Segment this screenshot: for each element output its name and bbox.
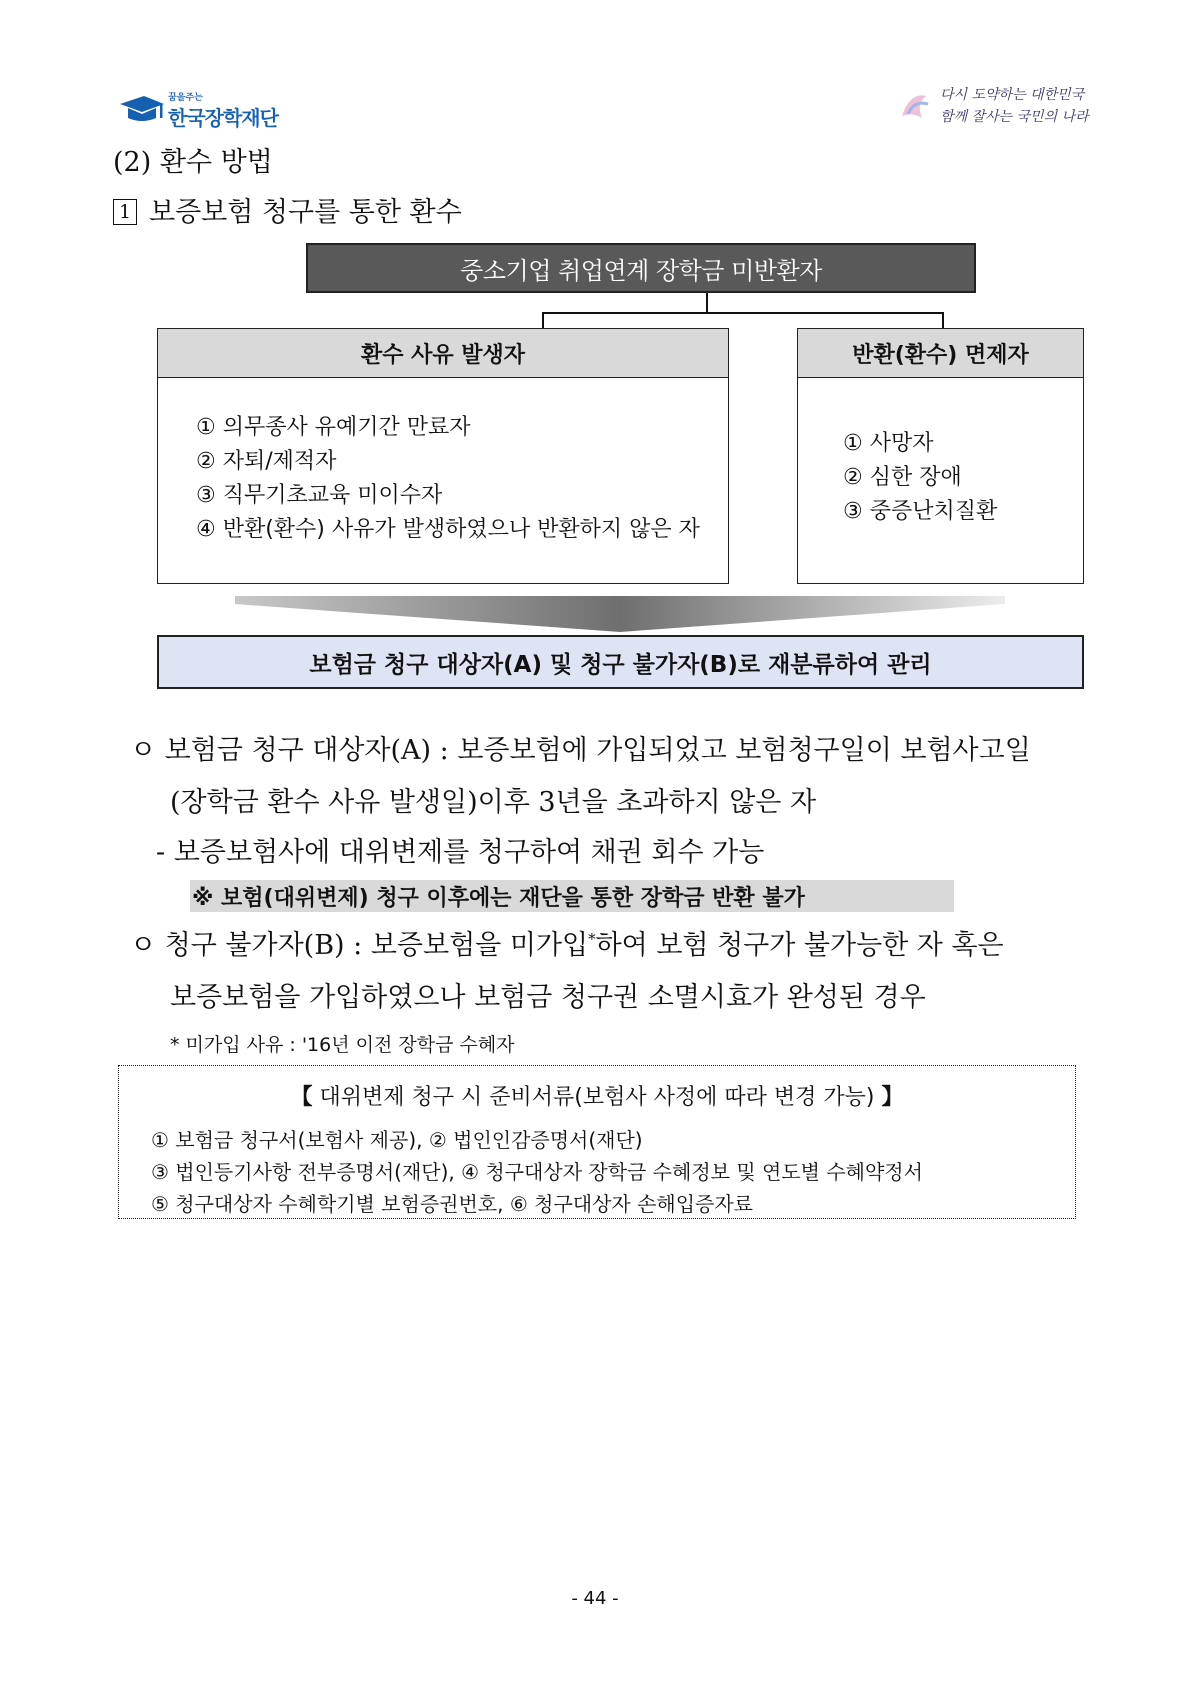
list-item: ① 사망자 xyxy=(843,431,934,456)
foundation-logo xyxy=(118,86,288,130)
recovery-cause-title: 환수 사유 발생자 xyxy=(158,329,728,378)
connector-horizontal xyxy=(542,312,944,314)
diagram-top-box xyxy=(306,243,976,293)
list-item: ③ 중증난치질환 xyxy=(843,499,998,524)
bracket-open: 【 xyxy=(290,1085,313,1110)
downward-arrow-band xyxy=(235,596,1005,632)
connector-right-drop xyxy=(942,312,944,328)
documents-title xyxy=(119,1080,1075,1111)
exemption-title: 반환(환수) 면제자 xyxy=(798,329,1083,378)
documents-row-1: ① 보험금 청구서(보험사 제공), ② 법인인감증명서(재단) xyxy=(151,1128,643,1152)
claim-impossible-text-a: ㅇ 청구 불가자(B) : 보증보험을 미가입 xyxy=(130,930,589,961)
list-item: ③ 직무기초교육 미이수자 xyxy=(196,483,443,508)
exemption-list xyxy=(843,427,997,529)
footnote-marker: * xyxy=(588,930,596,948)
list-item: ① 의무종사 유예기간 만료자 xyxy=(196,415,471,440)
documents-title-text: 대위변제 청구 시 준비서류(보험사 사정에 따라 변경 가능) xyxy=(319,1085,875,1110)
slogan-line-2: 함께 잘사는 국민의 나라 xyxy=(940,109,1089,125)
reclassification-box xyxy=(157,635,1084,689)
recovery-cause-list xyxy=(196,411,700,547)
connector-vertical-top xyxy=(706,293,708,313)
bracket-close: 】 xyxy=(881,1085,904,1110)
required-documents-box xyxy=(118,1065,1076,1219)
government-slogan xyxy=(896,82,1089,130)
connector-left-drop xyxy=(542,312,544,328)
claim-target-subpoint: - 보증보험사에 대위변제를 청구하여 채권 회수 가능 xyxy=(156,837,765,868)
claim-target-paragraph-line-2: (장학금 환수 사유 발생일)이후 3년을 초과하지 않은 자 xyxy=(170,787,817,818)
documents-row-3: ⑤ 청구대상자 수혜학기별 보험증권번호, ⑥ 청구대상자 손해입증자료 xyxy=(151,1192,754,1216)
logo-name: 한국장학재단 xyxy=(168,106,278,130)
slogan-flag-icon xyxy=(896,86,936,126)
footnote: * 미가입 사유 : '16년 이전 장학금 수혜자 xyxy=(170,1034,515,1056)
exemption-panel xyxy=(797,328,1084,584)
recovery-cause-panel xyxy=(157,328,729,584)
subsection-number-box: 1 xyxy=(113,199,137,225)
documents-row-2: ③ 법인등기사항 전부증명서(재단), ④ 청구대상자 장학금 수혜정보 및 연도별 수혜약정서 xyxy=(151,1160,923,1184)
subsection-heading xyxy=(113,190,462,229)
diagram-top-label: 중소기업 취업연계 장학금 미반환자 xyxy=(460,256,822,285)
page-number: - 44 - xyxy=(571,1588,619,1609)
claim-impossible-paragraph-line-2: 보증보험을 가입하였으나 보험금 청구권 소멸시효가 완성된 경우 xyxy=(170,982,926,1013)
graduation-cap-icon xyxy=(118,94,166,124)
slogan-line-1: 다시 도약하는 대한민국 xyxy=(940,87,1085,103)
warning-note: ※ 보험(대위변제) 청구 이후에는 재단을 통한 장학금 반환 불가 xyxy=(190,880,954,912)
subsection-title: 보증보험 청구를 통한 환수 xyxy=(149,197,462,228)
claim-target-paragraph-line-1: ㅇ 보험금 청구 대상자(A) : 보증보험에 가입되었고 보험청구일이 보험사고일 xyxy=(130,735,1031,766)
list-item: ② 심한 장애 xyxy=(843,465,962,490)
claim-impossible-text-b: 하여 보험 청구가 불가능한 자 혹은 xyxy=(595,930,1004,961)
reclassification-label: 보험금 청구 대상자(A) 및 청구 불가자(B)로 재분류하여 관리 xyxy=(309,651,932,678)
section-heading: (2) 환수 방법 xyxy=(113,147,273,178)
logo-tagline: 꿈을주는 xyxy=(168,93,203,103)
list-item: ④ 반환(환수) 사유가 발생하였으나 반환하지 않은 자 xyxy=(196,517,700,542)
list-item: ② 자퇴/제적자 xyxy=(196,449,337,474)
claim-impossible-paragraph-line-1 xyxy=(130,923,1004,962)
